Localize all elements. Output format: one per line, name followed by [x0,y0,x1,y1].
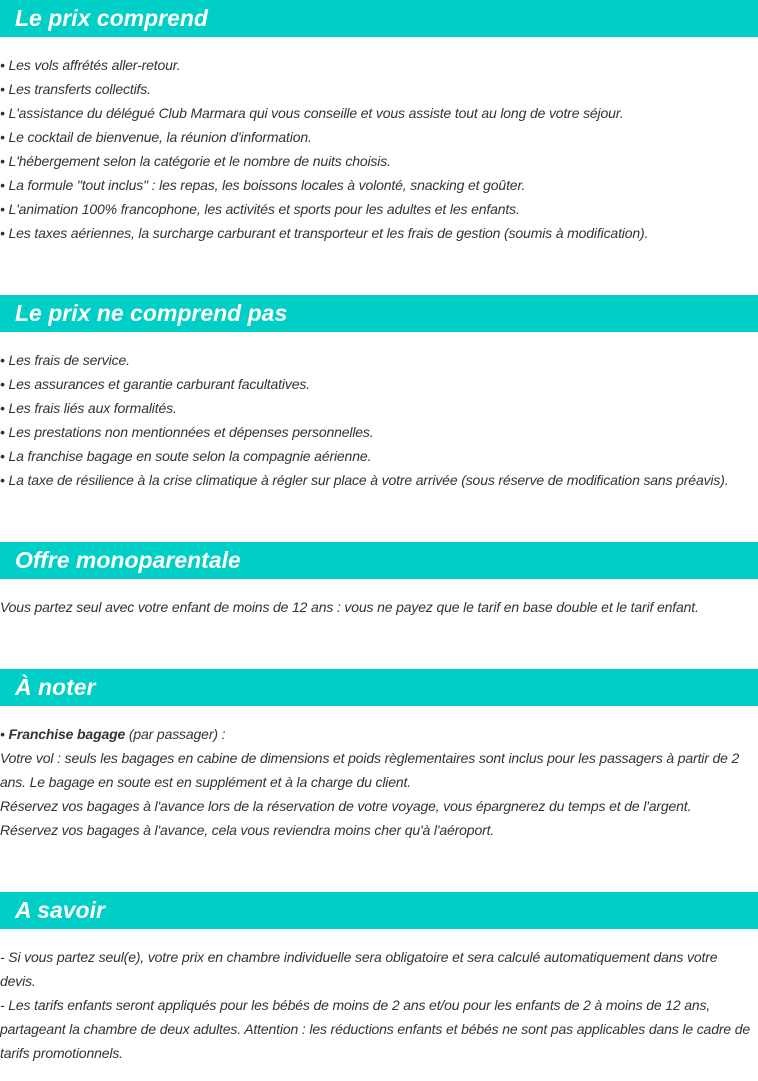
text-offre-monoparentale [0,595,758,619]
paragraph: - Les tarifs enfants seront appliqués pour les bébés de moins de 2 ans et/ou pour les enfants de 2 à moins de 12 ans, partageant la chambre de deux adultes. Attention : les réductions enfants et bébés ne sont pas applicables dans le cadre de tarifs promotionnels. [0,997,750,1061]
text-a-savoir [0,945,758,1065]
list-item: • La franchise bagage en soute selon la compagnie aérienne. [0,448,372,464]
paragraph: Vous partez seul avec votre enfant de moins de 12 ans : vous ne payez que le tarif en base double et le tarif enfant. [0,599,699,615]
paragraph: - Si vous partez seul(e), votre prix en chambre individuelle sera obligatoire et sera calculé automatiquement dans votre devis. [0,949,718,989]
bullet: • [0,726,9,742]
list-item: • La taxe de résilience à la crise climatique à régler sur place à votre arrivée (sous réserve de modification sans préavis). [0,472,729,488]
list-item: • Les frais de service. [0,352,130,368]
list-item: • L'assistance du délégué Club Marmara qui vous conseille et vous assiste tout au long de votre séjour. [0,105,624,121]
list-item: • La formule "tout inclus" : les repas, les boissons locales à volonté, snacking et goûter. [0,177,526,193]
franchise-bagage-line [0,722,758,746]
list-item: • Les taxes aériennes, la surcharge carburant et transporteur et les frais de gestion (soumis à modification). [0,225,649,241]
list-item: • Les prestations non mentionnées et dépenses personnelles. [0,424,374,440]
franchise-bagage-suffix: (par passager) : [125,726,226,742]
section-header-prix-comprend: Le prix comprend [0,0,758,37]
paragraph: Votre vol : seuls les bagages en cabine de dimensions et poids règlementaires sont inclus pour les passagers à partir de 2 ans. Le bagage en soute est en supplément et à la charge du client. [0,750,740,790]
section-header-a-noter: À noter [0,669,758,706]
list-item: • L'hébergement selon la catégorie et le nombre de nuits choisis. [0,153,391,169]
list-item: • Les frais liés aux formalités. [0,400,177,416]
text-a-noter [0,722,758,842]
list-item: • Les vols affrétés aller-retour. [0,57,181,73]
section-header-prix-ne-comprend-pas: Le prix ne comprend pas [0,295,758,332]
list-prix-ne-comprend-pas [0,348,758,492]
section-header-a-savoir: A savoir [0,892,758,929]
list-item: • L'animation 100% francophone, les activités et sports pour les adultes et les enfants. [0,201,520,217]
franchise-bagage-label: Franchise bagage [8,726,126,742]
list-item: • Les transferts collectifs. [0,81,151,97]
paragraph: Réservez vos bagages à l'avance, cela vous reviendra moins cher qu'à l'aéroport. [0,822,495,838]
list-item: • Le cocktail de bienvenue, la réunion d'information. [0,129,312,145]
paragraph: Réservez vos bagages à l'avance lors de la réservation de votre voyage, vous épargnerez du temps et de l'argent. [0,798,692,814]
section-header-offre-monoparentale: Offre monoparentale [0,542,758,579]
list-item: • Les assurances et garantie carburant facultatives. [0,376,310,392]
list-prix-comprend [0,53,758,245]
